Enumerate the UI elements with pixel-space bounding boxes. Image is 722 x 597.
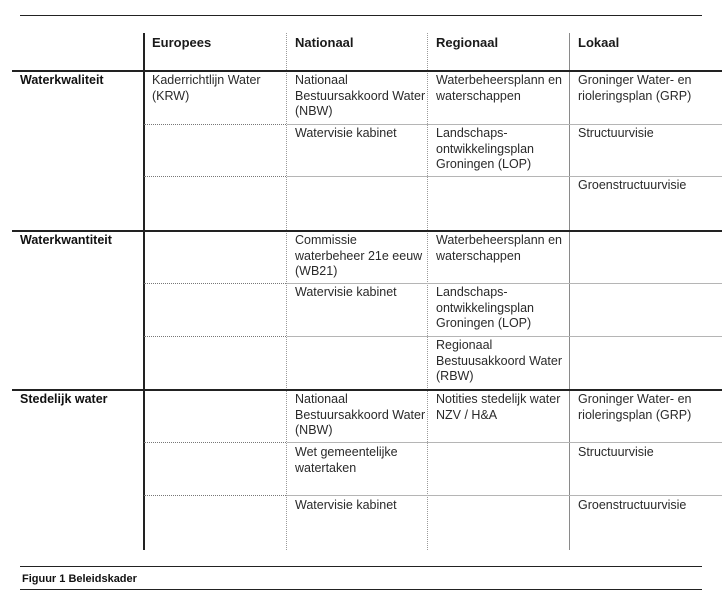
- col-divider-lokaal: [569, 33, 570, 550]
- row-rule: [144, 442, 286, 443]
- section-rule-3: [12, 389, 722, 391]
- table-cell: Groenstructuurvisie: [578, 498, 687, 512]
- section-label-stedelijk-water: Stedelijk water: [20, 392, 108, 406]
- caption-rule-bottom: [20, 589, 702, 590]
- table-cell: Groninger Water- en rioleringsplan (GRP): [578, 73, 692, 103]
- figure-caption: Figuur 1 Beleidskader: [22, 573, 137, 585]
- table-cell: Nationaal Bestuursakkoord Water (NBW): [295, 392, 426, 437]
- section-label-waterkwaliteit: Waterkwaliteit: [20, 73, 104, 87]
- row-rule: [287, 176, 722, 177]
- table-cell: Groninger Water- en rioleringsplan (GRP): [578, 392, 692, 422]
- table-cell: Watervisie kabinet: [295, 126, 397, 140]
- table-cell: Commissie waterbeheer 21e eeuw (WB21): [295, 233, 423, 278]
- col-divider-regionaal: [427, 33, 428, 550]
- row-rule: [287, 124, 722, 125]
- table-cell: Kaderrichtlijn Water (KRW): [152, 73, 261, 103]
- column-header-regionaal: Regionaal: [436, 35, 499, 50]
- table-cell: Landschaps-ontwikkelingsplan Groningen (LOP): [436, 285, 534, 330]
- column-header-lokaal: Lokaal: [578, 35, 620, 50]
- table-cell: Waterbeheersplann en waterschappen: [436, 233, 563, 263]
- table-cell: Structuurvisie: [578, 445, 654, 459]
- row-rule: [144, 176, 286, 177]
- table-cell: Notities stedelijk water NZV / H&A: [436, 392, 561, 422]
- column-header-nationaal: Nationaal: [295, 35, 354, 50]
- row-rule: [287, 495, 722, 496]
- section-rule-2: [12, 230, 722, 232]
- col-divider-europees: [143, 33, 145, 550]
- table-cell: Watervisie kabinet: [295, 498, 397, 512]
- row-rule: [144, 495, 286, 496]
- row-rule: [144, 283, 286, 284]
- table-cell: Groenstructuurvisie: [578, 178, 687, 192]
- section-label-waterkwantiteit: Waterkwantiteit: [20, 233, 112, 247]
- section-rule-1: [12, 70, 722, 72]
- table-cell: Nationaal Bestuursakkoord Water (NBW): [295, 73, 426, 118]
- row-rule: [287, 336, 722, 337]
- column-header-europees: Europees: [152, 35, 212, 50]
- table-cell: Watervisie kabinet: [295, 285, 397, 299]
- row-rule: [144, 336, 286, 337]
- table-cell: Wet gemeentelijke watertaken: [295, 445, 398, 475]
- row-rule: [287, 442, 722, 443]
- table-cell: Landschaps-ontwikkelingsplan Groningen (LOP): [436, 126, 534, 171]
- table-cell: Structuurvisie: [578, 126, 654, 140]
- col-divider-nationaal: [286, 33, 287, 550]
- row-rule: [144, 124, 286, 125]
- row-rule: [287, 283, 722, 284]
- table-cell: Waterbeheersplann en waterschappen: [436, 73, 563, 103]
- table-cell: Regionaal Bestuusakkoord Water (RBW): [436, 338, 562, 383]
- caption-rule-top: [20, 566, 702, 567]
